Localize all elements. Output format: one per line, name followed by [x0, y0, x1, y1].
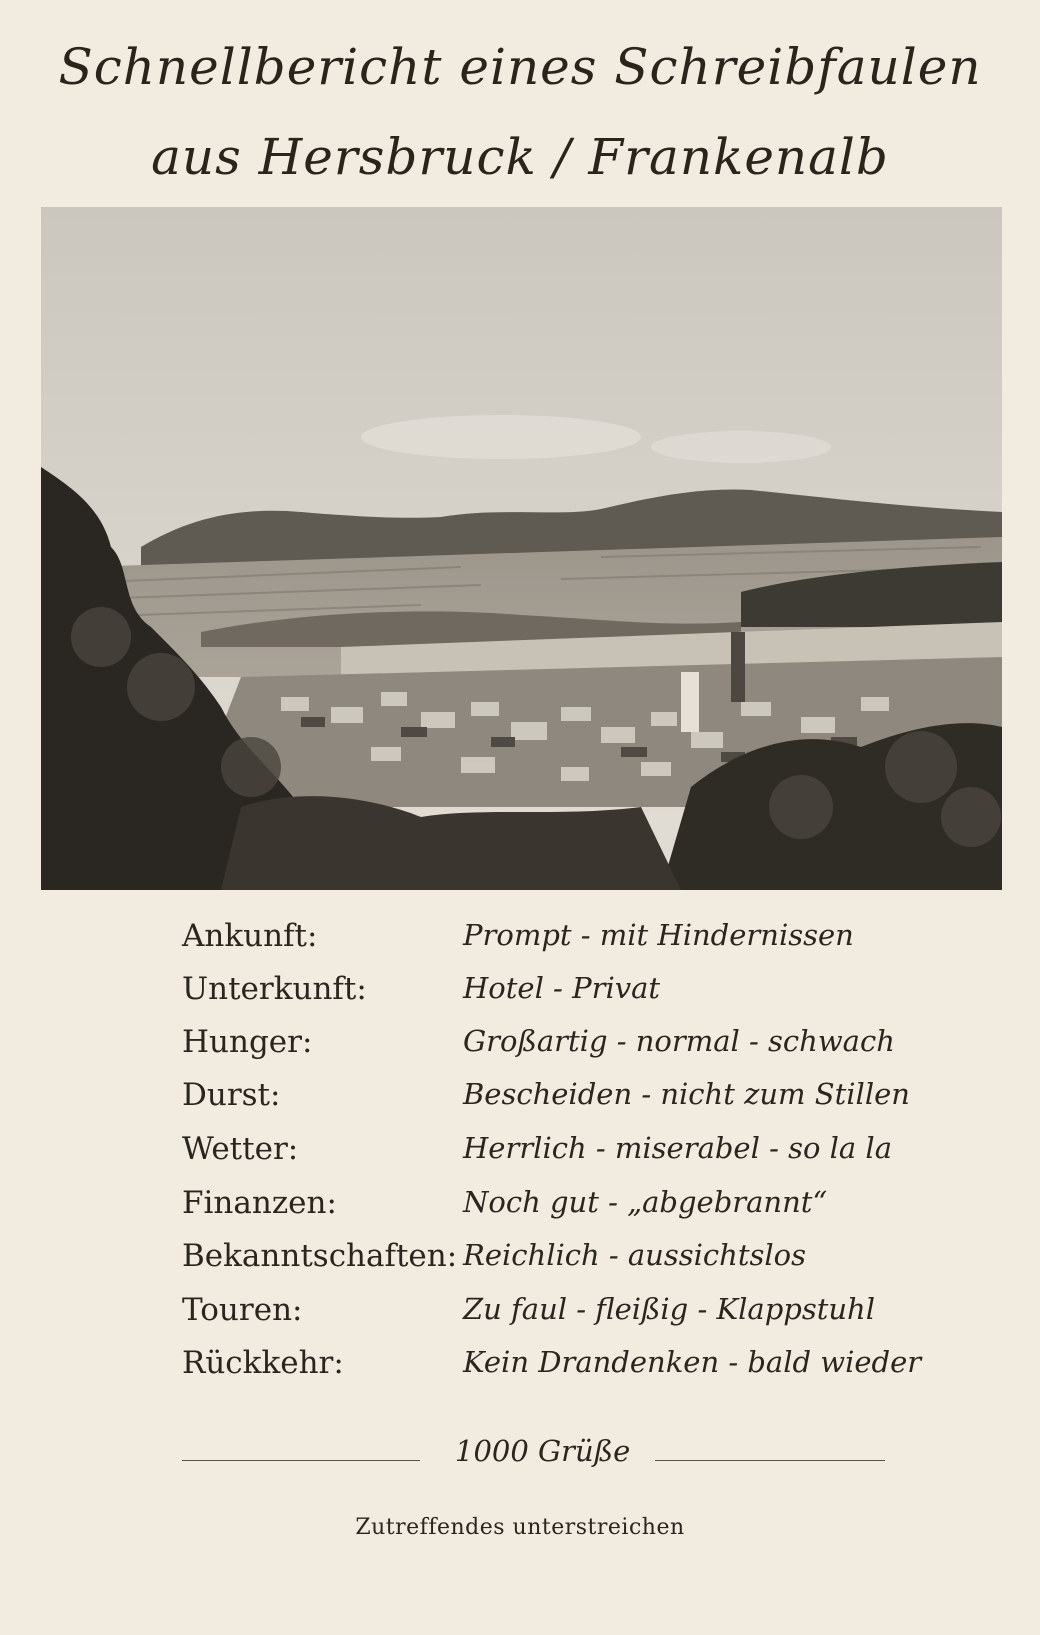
- report-row-hunger: [182, 1024, 1002, 1074]
- report-options: Hotel - Privat: [463, 971, 661, 1005]
- report-row-acquaintances: [182, 1238, 1002, 1288]
- report-options: Herrlich - miserabel - so la la: [463, 1131, 892, 1165]
- report-row-accommodation: [182, 971, 1002, 1021]
- report-row-arrival: [182, 918, 1002, 968]
- report-row-thirst: [182, 1077, 1002, 1127]
- signature-line-left: [182, 1460, 420, 1461]
- report-label: Hunger:: [182, 1024, 313, 1060]
- landscape-image: [41, 207, 1002, 890]
- report-label: Ankunft:: [182, 918, 318, 954]
- town-photograph: [41, 207, 1002, 890]
- report-options: Bescheiden - nicht zum Stillen: [463, 1077, 910, 1111]
- report-row-return: [182, 1345, 1002, 1395]
- report-label: Bekanntschaften:: [182, 1238, 458, 1274]
- report-options: Reichlich - aussichtslos: [463, 1238, 806, 1272]
- report-options: Prompt - mit Hindernissen: [463, 918, 854, 952]
- report-label: Wetter:: [182, 1131, 299, 1167]
- report-row-weather: [182, 1131, 1002, 1181]
- report-row-finances: [182, 1185, 1002, 1235]
- report-options: Großartig - normal - schwach: [463, 1024, 895, 1058]
- report-label: Unterkunft:: [182, 971, 367, 1007]
- signature-line-right: [655, 1460, 885, 1461]
- report-label: Durst:: [182, 1077, 281, 1113]
- instruction-text: Zutreffendes unterstreichen: [355, 1515, 685, 1540]
- title-line-2: aus Hersbruck / Frankenalb: [151, 128, 889, 186]
- report-row-tours: [182, 1292, 1002, 1342]
- report-options: Noch gut - „abgebrannt“: [463, 1185, 828, 1219]
- title-line-1: Schnellbericht eines Schreibfaulen: [58, 38, 982, 96]
- report-label: Rückkehr:: [182, 1345, 344, 1381]
- report-options: Zu faul - fleißig - Klappstuhl: [463, 1292, 876, 1326]
- report-label: Finanzen:: [182, 1185, 337, 1221]
- greeting-text: 1000 Grüße: [455, 1434, 631, 1468]
- report-options: Kein Drandenken - bald wieder: [463, 1345, 922, 1379]
- report-label: Touren:: [182, 1292, 303, 1328]
